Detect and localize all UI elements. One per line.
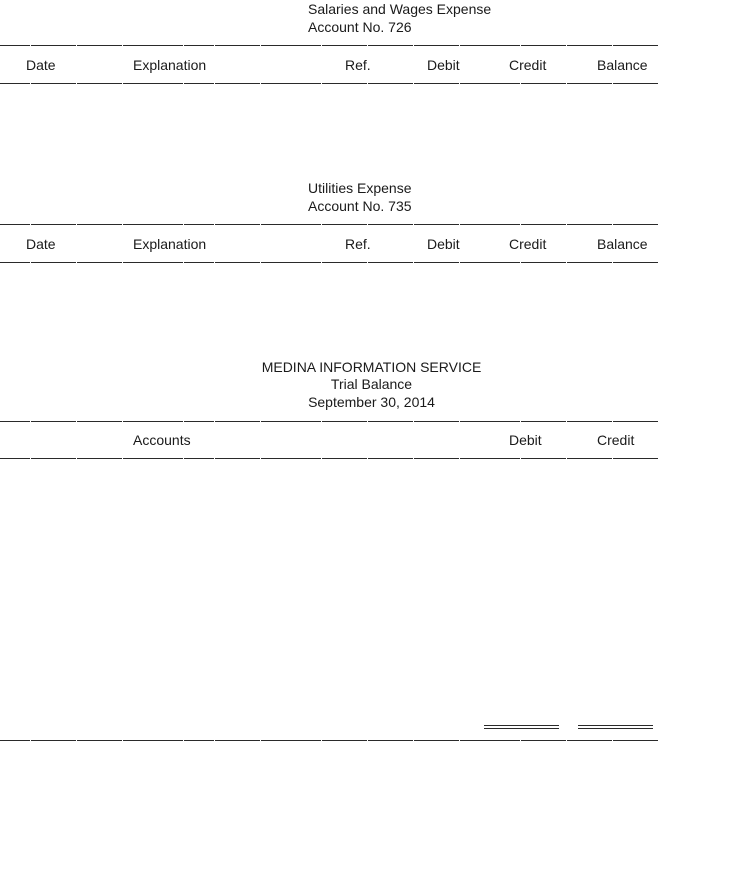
trial-balance-title: Trial Balance: [330, 376, 413, 392]
salaries-ledger-account-no: Account No. 726: [308, 19, 412, 35]
salaries-col-debit: Debit: [427, 57, 460, 73]
rule-seam: [612, 420, 613, 423]
rule-seam: [367, 420, 368, 423]
rule-seam: [76, 457, 77, 460]
rule-seam: [566, 420, 567, 423]
rule-seam: [459, 44, 460, 47]
rule-seam: [260, 44, 261, 47]
rule-seam: [459, 739, 460, 742]
rule-seam: [76, 261, 77, 264]
rule-seam: [76, 420, 77, 423]
rule-seam: [183, 223, 184, 226]
rule-seam: [214, 261, 215, 264]
utilities-ledger-header-rule: [0, 262, 658, 263]
rule-seam: [566, 457, 567, 460]
rule-seam: [122, 44, 123, 47]
rule-seam: [367, 261, 368, 264]
rule-seam: [321, 223, 322, 226]
rule-seam: [260, 420, 261, 423]
rule-seam: [76, 223, 77, 226]
rule-seam: [367, 223, 368, 226]
rule-seam: [520, 44, 521, 47]
rule-seam: [612, 223, 613, 226]
utilities-ledger-account-no: Account No. 735: [308, 198, 412, 214]
utilities-ledger-top-rule: [0, 224, 658, 225]
rule-seam: [321, 739, 322, 742]
rule-seam: [413, 457, 414, 460]
rule-seam: [459, 457, 460, 460]
rule-seam: [367, 82, 368, 85]
rule-seam: [413, 44, 414, 47]
utilities-col-balance: Balance: [597, 236, 648, 252]
rule-seam: [520, 223, 521, 226]
rule-seam: [612, 82, 613, 85]
rule-seam: [214, 739, 215, 742]
rule-seam: [459, 420, 460, 423]
rule-seam: [260, 739, 261, 742]
salaries-ledger-title: Salaries and Wages Expense: [308, 1, 492, 17]
salaries-col-credit: Credit: [509, 57, 547, 73]
utilities-col-ref: Ref.: [345, 236, 371, 252]
rule-seam: [413, 223, 414, 226]
rule-seam: [612, 739, 613, 742]
credit-total-double-rule-bottom: [578, 728, 653, 729]
salaries-ledger-header-rule: [0, 83, 658, 84]
rule-seam: [566, 739, 567, 742]
rule-seam: [214, 82, 215, 85]
rule-seam: [459, 82, 460, 85]
rule-seam: [520, 739, 521, 742]
rule-seam: [30, 223, 31, 226]
trial-balance-col-accounts: Accounts: [133, 432, 191, 448]
rule-seam: [183, 457, 184, 460]
rule-seam: [321, 261, 322, 264]
rule-seam: [76, 44, 77, 47]
rule-seam: [321, 420, 322, 423]
rule-seam: [260, 223, 261, 226]
rule-seam: [321, 82, 322, 85]
salaries-col-explanation: Explanation: [133, 57, 207, 73]
rule-seam: [520, 82, 521, 85]
rule-seam: [183, 261, 184, 264]
credit-total-double-rule-top: [578, 725, 653, 726]
rule-seam: [30, 420, 31, 423]
rule-seam: [612, 457, 613, 460]
rule-seam: [30, 457, 31, 460]
rule-seam: [566, 82, 567, 85]
rule-seam: [183, 82, 184, 85]
rule-seam: [214, 44, 215, 47]
rule-seam: [76, 82, 77, 85]
rule-seam: [122, 223, 123, 226]
trial-balance-top-rule: [0, 421, 658, 422]
rule-seam: [612, 261, 613, 264]
rule-seam: [520, 261, 521, 264]
trial-balance-date: September 30, 2014: [308, 394, 435, 410]
rule-seam: [367, 457, 368, 460]
rule-seam: [122, 261, 123, 264]
rule-seam: [520, 457, 521, 460]
salaries-col-balance: Balance: [597, 57, 648, 73]
rule-seam: [260, 457, 261, 460]
rule-seam: [413, 739, 414, 742]
rule-seam: [367, 44, 368, 47]
rule-seam: [459, 223, 460, 226]
rule-seam: [566, 261, 567, 264]
trial-balance-bottom-rule: [0, 740, 658, 741]
trial-balance-col-debit: Debit: [509, 432, 542, 448]
rule-seam: [520, 420, 521, 423]
rule-seam: [214, 457, 215, 460]
rule-seam: [566, 44, 567, 47]
rule-seam: [214, 420, 215, 423]
rule-seam: [260, 261, 261, 264]
rule-seam: [367, 739, 368, 742]
salaries-col-date: Date: [26, 57, 56, 73]
rule-seam: [612, 44, 613, 47]
rule-seam: [122, 457, 123, 460]
rule-seam: [122, 420, 123, 423]
utilities-col-debit: Debit: [427, 236, 460, 252]
debit-total-double-rule-bottom: [484, 728, 559, 729]
trial-balance-col-credit: Credit: [597, 432, 635, 448]
rule-seam: [413, 261, 414, 264]
rule-seam: [30, 739, 31, 742]
rule-seam: [214, 223, 215, 226]
trial-balance-header-rule: [0, 458, 658, 459]
rule-seam: [76, 739, 77, 742]
trial-balance-company: MEDINA INFORMATION SERVICE: [261, 359, 482, 375]
utilities-col-credit: Credit: [509, 236, 547, 252]
utilities-col-explanation: Explanation: [133, 236, 207, 252]
rule-seam: [413, 82, 414, 85]
rule-seam: [122, 739, 123, 742]
rule-seam: [321, 44, 322, 47]
rule-seam: [122, 82, 123, 85]
rule-seam: [30, 82, 31, 85]
rule-seam: [459, 261, 460, 264]
rule-seam: [30, 44, 31, 47]
salaries-ledger-top-rule: [0, 45, 658, 46]
utilities-col-date: Date: [26, 236, 56, 252]
rule-seam: [413, 420, 414, 423]
rule-seam: [321, 457, 322, 460]
utilities-ledger-title: Utilities Expense: [308, 180, 412, 196]
rule-seam: [566, 223, 567, 226]
rule-seam: [183, 44, 184, 47]
rule-seam: [183, 739, 184, 742]
salaries-col-ref: Ref.: [345, 57, 371, 73]
rule-seam: [260, 82, 261, 85]
debit-total-double-rule-top: [484, 725, 559, 726]
rule-seam: [30, 261, 31, 264]
rule-seam: [183, 420, 184, 423]
